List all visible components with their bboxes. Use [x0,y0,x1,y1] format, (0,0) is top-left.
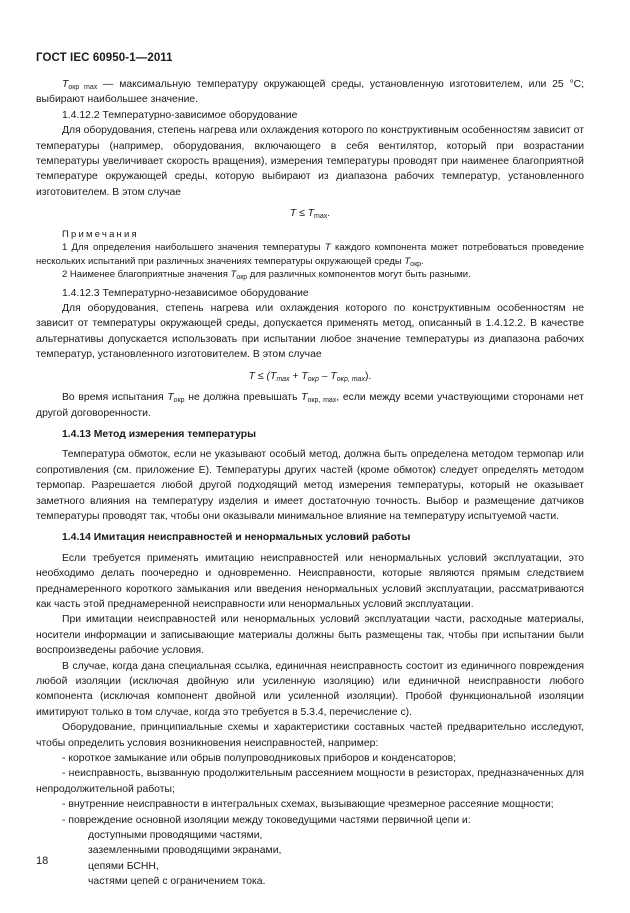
sub-list-item: цепями БСНН, [88,860,159,872]
document-header: ГОСТ IEC 60950-1—2011 [36,52,173,64]
notes-title: Примечания [62,228,139,240]
sub-list-item: доступными проводящими частями, [88,830,263,842]
heading-1-4-14: 1.4.14 Имитация неисправностей и ненормальных условий работы [62,532,411,544]
note-2: 2 Наименее благоприятные значения $T_{окр}$ для различных компонентов могут быть разными. [62,269,471,282]
sub-list-item: заземленными проводящими экранами, [88,845,282,857]
sub-list-item: частями цепей с ограничением тока. [88,876,266,888]
document-page [36,0,584,913]
list-item: - внутренние неисправности в интегральных схемах, вызывающие чрезмерное рассеяние мощности; [62,799,554,811]
note-1: 1 Для определения наибольшего значения температуры T каждого компонента может потребоваться проведение нескольких испытаний при различных значениях температуры окружающей среды $T_{окр}$. [36,242,584,268]
paragraph-fault-simulation: Если требуется применять имитацию неисправностей или ненормальных условий эксплуатации, это необходимо делать поочередно и одновременно. Неисправности, которые являются прямым следствием преднамеренного короткого замыкания или введения ненормальных условий эксплуатации, рассматриваются как часть этой преднамеренной неисправности или ненормальных условий эксплуатации. [36,552,584,610]
document-body [36,77,584,890]
paragraph-single-fault: В случае, когда дана специальная ссылка, единичная неисправность состоит из единичного повреждения любой изоляции (исключая двойную или усиленную изоляцию) или единичной неисправности любого компонента (исключая компонент двойной или усиленной изоляции). Пробой функциональной изоляции имитируют только в том случае, когда это требуется в 5.3.4, перечисление с). [36,660,584,718]
heading-1-4-13: 1.4.13 Метод измерения температуры [62,428,257,440]
paragraph-test-condition: Во время испытания $T_{окр}$ не должна превышать $T_{окр, max}$, если между всеми участвующими сторонами нет другой договоренности. [36,392,584,419]
paragraph-measurement-method: Температура обмоток, если не указывают особый метод, должна быть определена методом термопар или сопротивления (см. приложение Е). Температуры других частей (кроме обмоток) следует определять методом термопар. Разрешается любой другой подходящий метод измерения температуры, который не оказывает заметного влияния на температуру изделия и имеет достаточную точность. Выбор и размещение датчиков температуры проводят так, чтобы они оказывали минимальное влияние на температуру испытуемой части. [36,449,584,522]
formula-t-max: $T \le T_{max}$. [289,208,331,221]
paragraph-temperature-dependent: Для оборудования, степень нагрева или охлаждения которого по конструктивным особенностям зависит от температуры (например, оборудования, включающего в себя вентилятор, который при возрастании температуры увеличивает скорость вращения), измерения температуры проводят при наименее благоприятной температуре окружающей среды, которую выбирают из диапазона рабочих температур, установленного изготовителем. В этом случае [36,125,584,198]
list-item: - короткое замыкание или обрыв полупроводниковых приборов и конденсаторов; [62,753,457,765]
notes-block [36,228,584,282]
list-item: - неисправность, вызванную продолжительным рассеянием мощности в резисторах, предназначенных для непродолжительной работы; [36,768,584,795]
list-item: - повреждение основной изоляции между токоведущими частями первичной цепи и: [62,814,471,826]
paragraph-equipment-analysis: Оборудование, принципиальные схемы и характеристики составных частей предварительно исследуют, чтобы определить условия возникновения неисправностей, например: [36,722,584,749]
paragraph-temperature-independent: Для оборудования, степень нагрева или охлаждения которого по конструктивным особенностям не зависит от температуры окружающей среды, допускается применять метод, описанный в 1.4.12.2. В качестве альтернативы допускается использовать при испытании любое значение температуры из диапазона рабочих температур, установленного изготовителем. В этом случае [36,303,584,361]
formula-t-range: $T \le (T_{max} + T_{окр} - T_{окр, max})$. [248,370,372,383]
page-number: 18 [36,855,49,867]
heading-1-4-12-2: 1.4.12.2 Температурно-зависимое оборудование [62,109,298,121]
heading-1-4-12-3: 1.4.12.3 Температурно-независимое оборудование [62,287,309,299]
paragraph-t-okr-max: $T_{окр max}$ — максимальную температуру окружающей среды, установленную изготовителем, или 25 °С; выбирают наибольшее значение. [36,79,584,106]
paragraph-materials: При имитации неисправностей или ненормальных условий эксплуатации части, расходные материалы, носители информации и записывающие материалы должны быть размещены так, чтобы при испытании были воспроизведены рабочие условия. [36,614,584,657]
